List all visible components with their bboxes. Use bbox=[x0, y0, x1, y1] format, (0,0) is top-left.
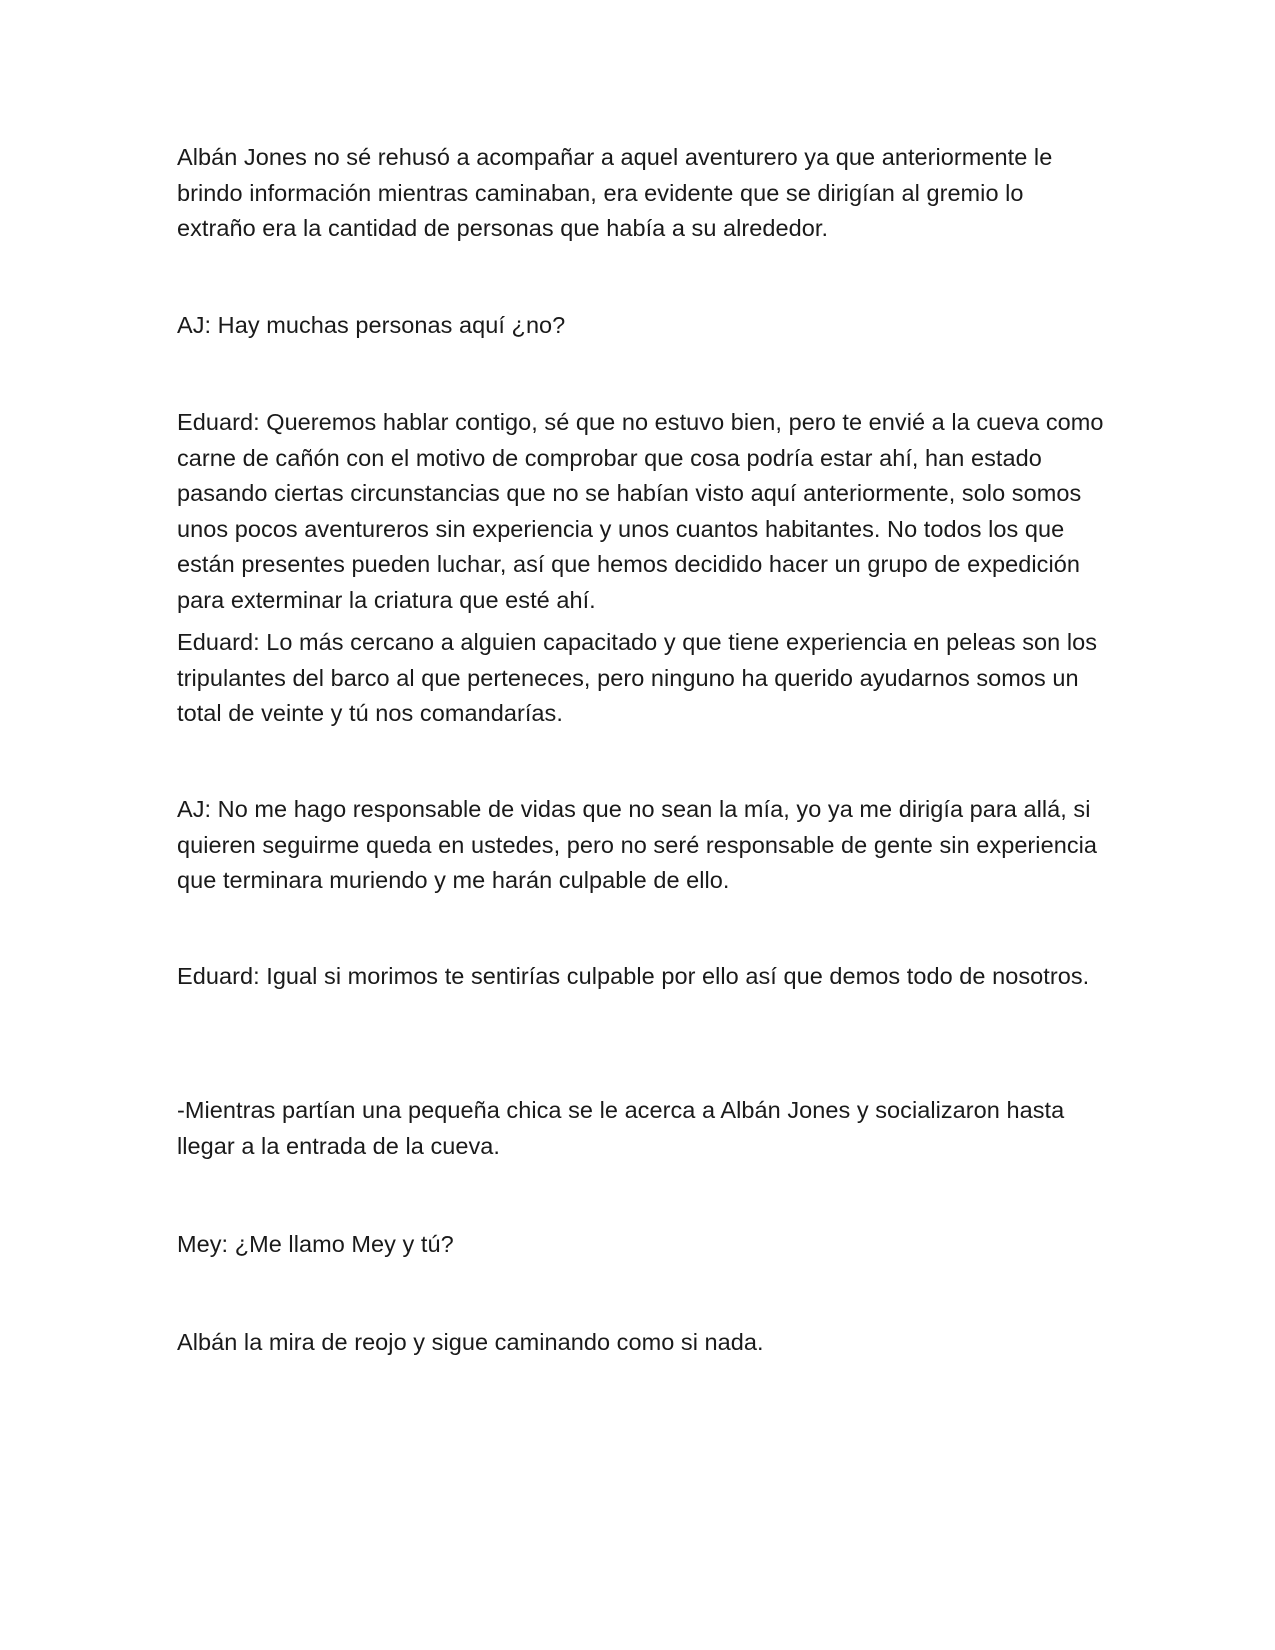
paragraph-aj-question: AJ: Hay muchas personas aquí ¿no? bbox=[177, 312, 566, 338]
paragraph-mey-question: Mey: ¿Me llamo Mey y tú? bbox=[177, 1231, 454, 1257]
paragraph-eduard-reply: Eduard: Igual si morimos te sentirías culpable por ello así que demos todo de nosotros. bbox=[177, 963, 1090, 989]
paragraph-narration-ending: Albán la mira de reojo y sigue caminando como si nada. bbox=[177, 1329, 764, 1355]
paragraph-narration-intro: Albán Jones no sé rehusó a acompañar a aquel aventurero ya que anteriormente le brindo información mientras caminaban, era evidente que se dirigían al gremio lo extraño era la cantidad de personas que había a su alrededor. bbox=[177, 144, 1053, 241]
paragraph-eduard-crew: Eduard: Lo más cercano a alguien capacitado y que tiene experiencia en peleas son los tripulantes del barco al que perteneces, pero ninguno ha querido ayudarnos somos un total de veinte y tú nos comandarías. bbox=[177, 629, 1098, 726]
paragraph-eduard-request: Eduard: Queremos hablar contigo, sé que no estuvo bien, pero te envié a la cueva como carne de cañón con el motivo de comprobar que cosa podría estar ahí, han estado pasando ciertas circunstancias que no se habían visto aquí anteriormente, solo somos unos pocos aventureros sin experiencia y unos cuantos habitantes. No todos los que están presentes pueden luchar, así que hemos decidido hacer un grupo de expedición para exterminar la criatura que esté ahí. bbox=[177, 409, 1104, 613]
paragraph-narration-departure: -Mientras partían una pequeña chica se le acerca a Albán Jones y socializaron hasta llegar a la entrada de la cueva. bbox=[177, 1097, 1065, 1159]
paragraph-aj-response: AJ: No me hago responsable de vidas que no sean la mía, yo ya me dirigía para allá, si quieren seguirme queda en ustedes, pero no seré responsable de gente sin experiencia que terminara muriendo y me harán culpable de ello. bbox=[177, 796, 1098, 893]
